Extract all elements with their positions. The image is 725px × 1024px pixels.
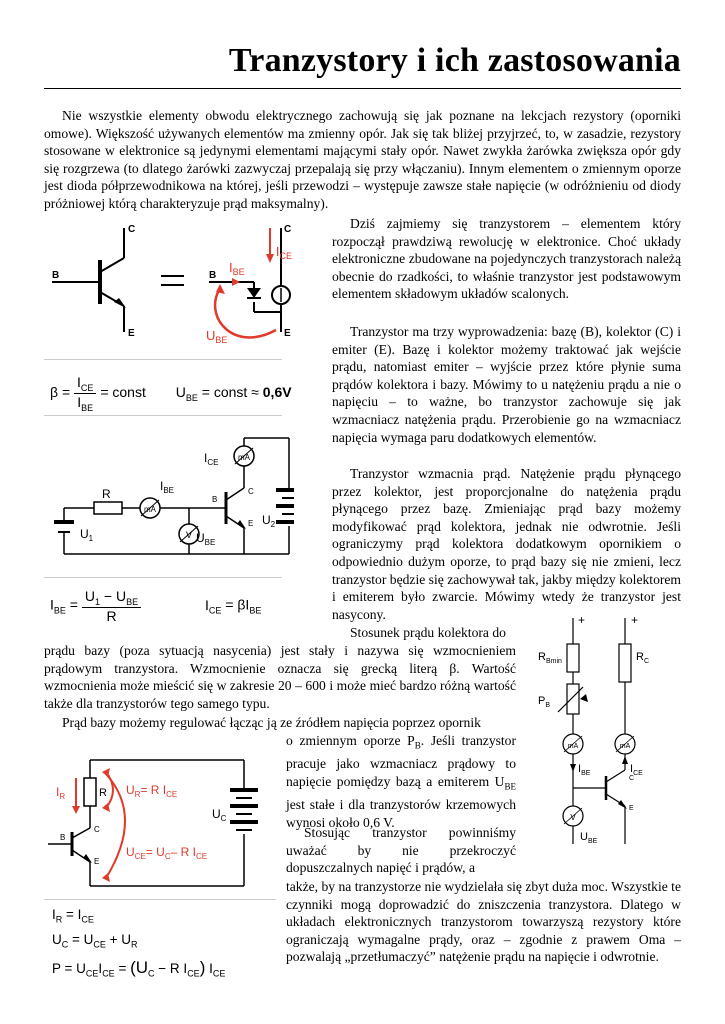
label-E: E bbox=[128, 328, 135, 339]
svg-text:U1: $U_1$ bbox=[80, 527, 94, 543]
svg-text:mA: mA bbox=[238, 453, 250, 462]
title-rule bbox=[44, 88, 681, 89]
svg-text:V: V bbox=[185, 530, 193, 540]
svg-text:U2: $U_2$ bbox=[262, 513, 276, 529]
label-B-right: B bbox=[209, 270, 217, 281]
separator-4 bbox=[44, 899, 276, 900]
paragraph-2: Dziś zajmiemy się tranzystorem – elementem który rozpoczął prawdziwą rewolucję w elektronice. Choć układy elektroniczne zbudowane na pojedynczych tranzystorach należą obecnie do rzadkości, to właśnie tranzystor jest podstawowym elementem składowym układów scalonych. bbox=[332, 216, 681, 302]
svg-text:R: R bbox=[99, 787, 107, 799]
separator-3 bbox=[44, 577, 282, 578]
paragraph-4: Tranzystor wzmacnia prąd. Natężenie prądu płynącego przez kolektor, jest proporcjonalne do natężenia prądu płynącego przez bazę. Zmieniając prąd bazy możemy modyfikować prąd kolektora, jednak nie odwrotnie. Jeśli ograniczymy prąd kolektora dodatkowym opornikiem o odpowiednio dużym oporze, to prąd bazy się nie zmieni, lecz tranzystor będzie się zachowywał tak, jakby między kolektorem i emiterem było zwarcie. Mówimy wtedy że tranzystor jest nasycony. bbox=[332, 466, 681, 622]
svg-text:UBE: $U_{BE}$ bbox=[196, 531, 216, 547]
svg-text:RBmin: $R_{Bmin}$ bbox=[538, 651, 562, 665]
svg-text:RC: $R_C$ bbox=[636, 651, 650, 665]
paragraph-6a: Prąd bazy możemy regulować łącząc ją ze źródłem napięcia poprzez opornik bbox=[62, 715, 481, 730]
label-ICE: I bbox=[275, 244, 280, 259]
separator-2 bbox=[44, 415, 282, 416]
paragraph-5b: prądu bazy (poza sytuacją nasycenia) jest stały i nazywa się wzmocnieniem prądowym tranzystora. Wzmocnienie oznacza się grecką literą β. Wartość wzmocnienia może mieścić się w zakresie 20 – 600 i może mieć bardzo różną wartość także dla tranzystorów tego samego typu. bbox=[44, 643, 516, 711]
formula-beta: β = $\frac{I_{CE}}{I_{BE}}$ = const $U_{BE}$ = const ≈ 0,6V bbox=[50, 374, 292, 413]
separator-1 bbox=[44, 359, 282, 360]
paragraph-5a: Stosunek prądu kolektora do bbox=[350, 625, 506, 640]
svg-text:IBE: $I_{BE}$ bbox=[160, 479, 175, 495]
label-IBE: I bbox=[229, 260, 233, 275]
paragraph-3: Tranzystor ma trzy wyprowadzenia: bazę (B), kolektor (C) i emiter (E). Bazę i kolektor możemy traktować jak wejście prądu, natomiast emiter – wyjście przez które płynie suma prądów kolektora i bazy. Mówimy to u natężeniu prądu a nie o napięciu – to ważne, bo tranzystor zachowuje się jak wzmacniacz natężenia prądu. Przerobienie go na wzmacniacz napięcia wymaga paru dodatkowych elementów. bbox=[332, 324, 681, 445]
svg-text:UCE= UC– R ICE: $U_{CE}= U_C-$ R $I_{CE}$ bbox=[126, 845, 208, 861]
svg-text:IR: $I_R$ bbox=[56, 785, 66, 801]
svg-text:+: + bbox=[631, 613, 639, 627]
svg-text:UR= R ICE: $U_R= R$ $I_{CE}$ bbox=[126, 783, 178, 799]
svg-text:+: + bbox=[578, 613, 586, 627]
label-UBE: U bbox=[206, 328, 216, 343]
paragraph-intro: Nie wszystkie elementy obwodu elektrycznego zachowują się jak poznane na lekcjach rezystory (oporniki omowe). Większość używanych elementów ma zmienny opór. Jak się tak bliżej przyjrzeć, to, w zasadzie, rezystory stosowane w elektronice są jedynymi elementami mającymi stały opór. Nawet zwykła żarówka zwiększa opór gdy się rozgrzewa (to dlatego żarówki zazwyczaj przepalają się przy włączaniu). Innym elementem o zmiennym oporze jest dioda półprzewodnikowa na której, jeśli przewodzi – występuje zawsze stałe napięcie (w odróżnieniu od diody próżniowej którą charakteryzuje prąd maksymalny). bbox=[44, 108, 681, 211]
label-E-right: E bbox=[284, 328, 291, 339]
svg-text:mA: mA bbox=[619, 743, 631, 750]
svg-text:ICE: $I_{CE}$ bbox=[275, 244, 292, 261]
label-C-right: C bbox=[284, 224, 292, 235]
svg-text:IBE: $I_{BE}$ bbox=[229, 260, 245, 277]
svg-text:E: E bbox=[94, 857, 100, 866]
svg-text:ICE: $I_{CE}$ bbox=[630, 763, 643, 777]
svg-text:UC: $U_C$ bbox=[212, 807, 227, 823]
svg-text:mA: mA bbox=[567, 743, 579, 750]
label-E: E bbox=[248, 519, 254, 528]
paragraph-7b: także, by na tranzystorze nie wydzielała się zbyt duża moc. Wszystkie te czynniki mogą doprowadzić do zniszczenia tranzystora. Dlatego w układach elektronicznych tranzystorom towarzyszą rezystory które ograniczają wymagalne prądy, oraz – zgodnie z prawem Oma – pozwalają „przetłumaczyć” natężenie prądu na napięcie i odwrotnie. bbox=[286, 879, 681, 965]
label-C: C bbox=[248, 487, 254, 496]
svg-text:V: V bbox=[570, 813, 576, 822]
svg-text:IBE: $I_{BE}$ bbox=[578, 763, 591, 777]
page-title: Tranzystory i ich zastosowania bbox=[228, 42, 681, 79]
svg-text:C: C bbox=[94, 825, 100, 834]
formula-ibe: $I_{BE}$ = $\frac{U_1 - U_{BE}}{R}$ $I_{CE} = \beta I_{BE}$ bbox=[50, 588, 262, 624]
paragraph-7a: Stosując tranzystor powinniśmy uważać by nie przekroczyć dopuszczalnych napięć i prądów, a bbox=[286, 825, 516, 876]
paragraph-6b: o zmiennym oporze $P_B$. Jeśli tranzystor pracuje jako wzmacniacz prądowy to napięcie pomiędzy bazą a emiterem $U_{BE}$ jest stałe i dla tranzystorów krzemowych wynosi około 0,6 V. bbox=[286, 733, 517, 830]
transistor-model-diagram bbox=[44, 218, 294, 368]
label-C: C bbox=[128, 224, 136, 235]
svg-text:E: E bbox=[629, 805, 634, 812]
measurement-circuit-diagram bbox=[44, 426, 294, 576]
svg-text:B: B bbox=[60, 833, 66, 842]
svg-text:PB: $P_B$ bbox=[538, 695, 551, 709]
svg-text:UBE: $U_{BE}$ bbox=[206, 328, 228, 345]
collector-resistor-circuit-diagram bbox=[44, 750, 276, 895]
svg-text:ICE: $I_{CE}$ bbox=[204, 451, 219, 467]
svg-text:mA: mA bbox=[144, 505, 156, 514]
label-B: B bbox=[212, 495, 218, 504]
formula-power: $I_R = I_{CE}$ $U_C = U_{CE} + U_R$ $P = U_{CE}I_{CE} = (U_C - R$ $I_{CE}$) $I_{CE}$ bbox=[52, 907, 226, 980]
base-regulation-circuit-diagram bbox=[528, 612, 688, 852]
label-R: R bbox=[102, 487, 111, 501]
svg-text:UBE: $U_{BE}$ bbox=[580, 831, 598, 845]
svg-text:C: C bbox=[629, 775, 635, 782]
label-B: B bbox=[52, 270, 60, 281]
